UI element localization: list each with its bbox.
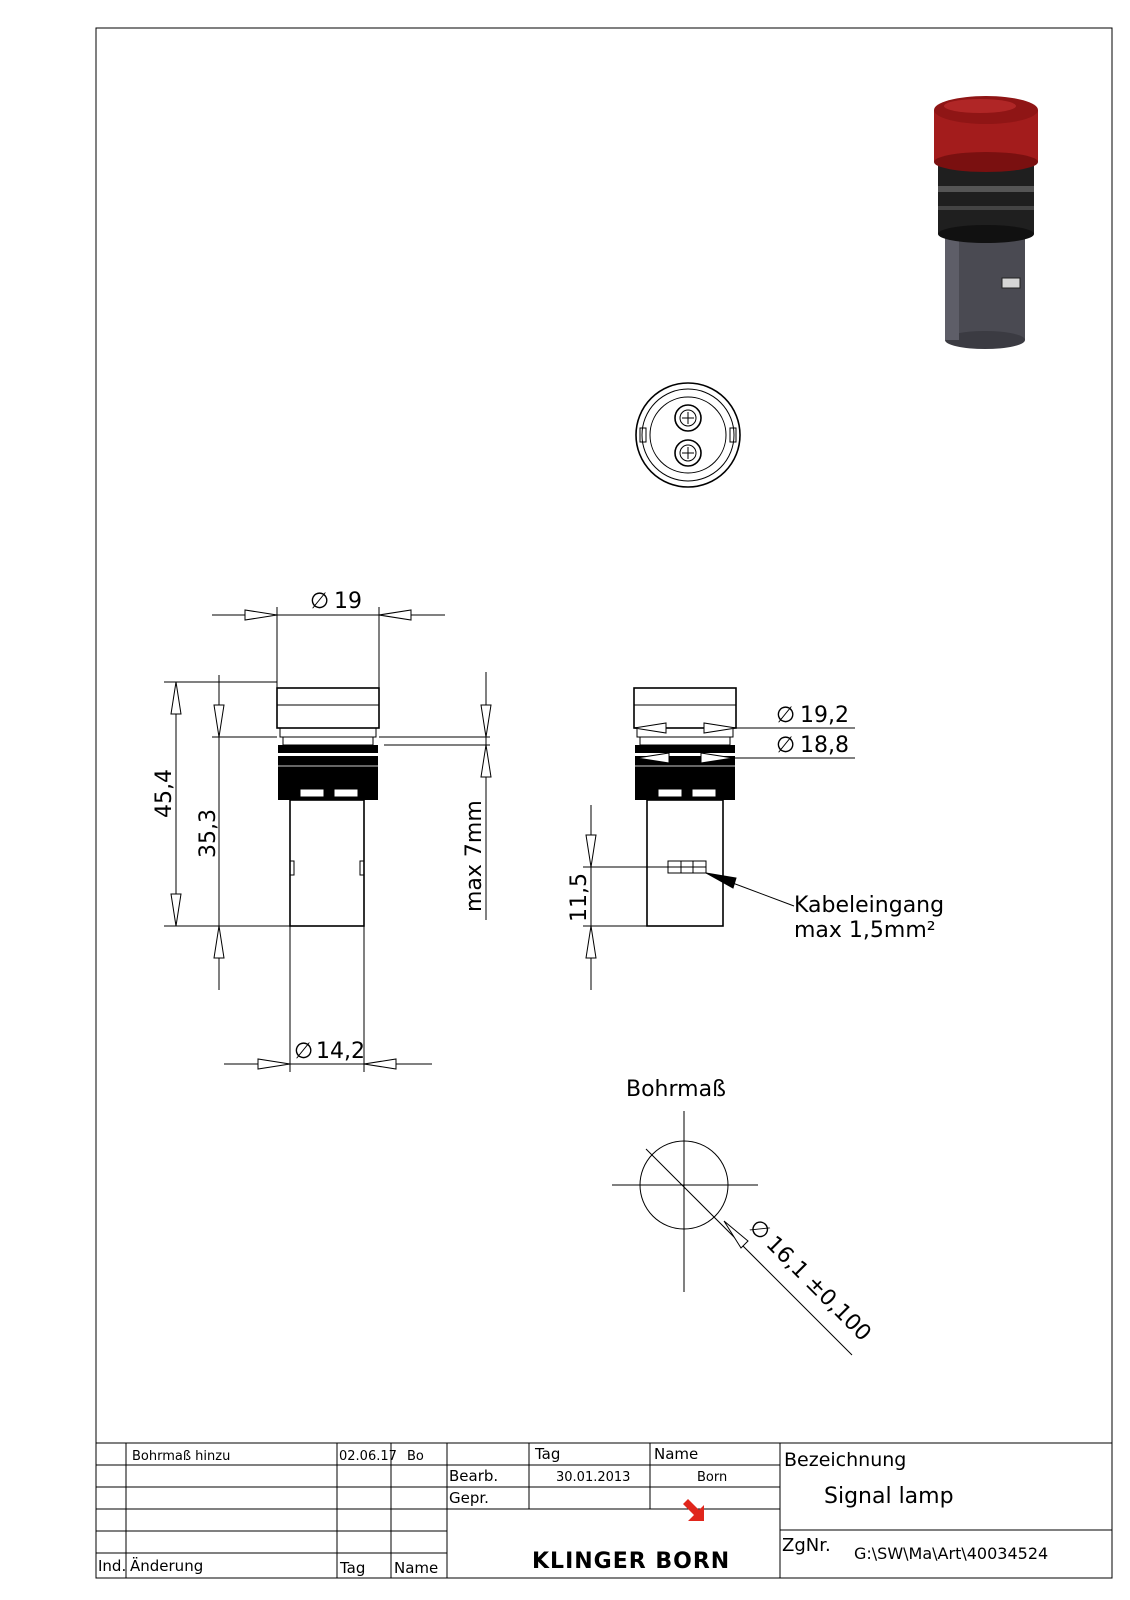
dim-14-2: 14,2 (316, 1039, 365, 1064)
cable-entry-label: Kabeleingang (794, 893, 945, 918)
dim-18-8-symbol: ∅ (776, 733, 796, 758)
title-block (96, 1443, 1112, 1578)
dim-11-5: 11,5 (567, 873, 592, 922)
dim-19-symbol: ∅ (310, 589, 330, 614)
dim-max-7mm: max 7mm (462, 800, 487, 912)
name-header: Name (654, 1445, 699, 1463)
lamp-3d-view (934, 96, 1038, 349)
bearb-label: Bearb. (449, 1467, 499, 1485)
header-name: Name (394, 1559, 439, 1577)
revision-description: Bohrmaß hinzu (132, 1449, 231, 1464)
zgnr-value: G:\SW\Ma\Art\40034524 (854, 1544, 1049, 1563)
dim-19-2-symbol: ∅ (776, 703, 796, 728)
gepr-label: Gepr. (449, 1489, 489, 1507)
logo-text: KLINGER BORN (532, 1549, 731, 1574)
lamp-bottom-view (636, 383, 740, 487)
revision-name: Bo (407, 1449, 424, 1464)
lamp-front-view (152, 589, 491, 1072)
bearb-name: Born (697, 1470, 728, 1485)
bearb-date: 30.01.2013 (556, 1470, 631, 1485)
dim-19: 19 (334, 589, 362, 614)
zgnr-label: ZgNr. (782, 1535, 831, 1556)
dim-19-2: 19,2 (800, 703, 849, 728)
bore-hole-detail (612, 1077, 876, 1355)
bore-dim-symbol: ∅ (743, 1214, 775, 1246)
dim-35-3: 35,3 (196, 809, 221, 858)
bore-dim: 16,1 ±0,100 (760, 1231, 876, 1347)
lamp-side-view (567, 688, 944, 990)
header-day: Tag (340, 1559, 366, 1577)
bezeichnung-label: Bezeichnung (784, 1449, 907, 1471)
tag-header: Tag (535, 1445, 561, 1463)
header-ind: Ind. (98, 1557, 127, 1575)
klinger-born-logo (532, 1499, 730, 1574)
bezeichnung-value: Signal lamp (824, 1484, 954, 1509)
dim-18-8: 18,8 (800, 733, 849, 758)
dim-14-2-symbol: ∅ (294, 1039, 314, 1064)
header-change: Änderung (130, 1557, 204, 1575)
bore-title: Bohrmaß (626, 1077, 726, 1102)
cable-entry-max-label: max 1,5mm² (794, 918, 936, 943)
dim-45-4: 45,4 (152, 769, 177, 818)
revision-date: 02.06.17 (339, 1449, 397, 1464)
